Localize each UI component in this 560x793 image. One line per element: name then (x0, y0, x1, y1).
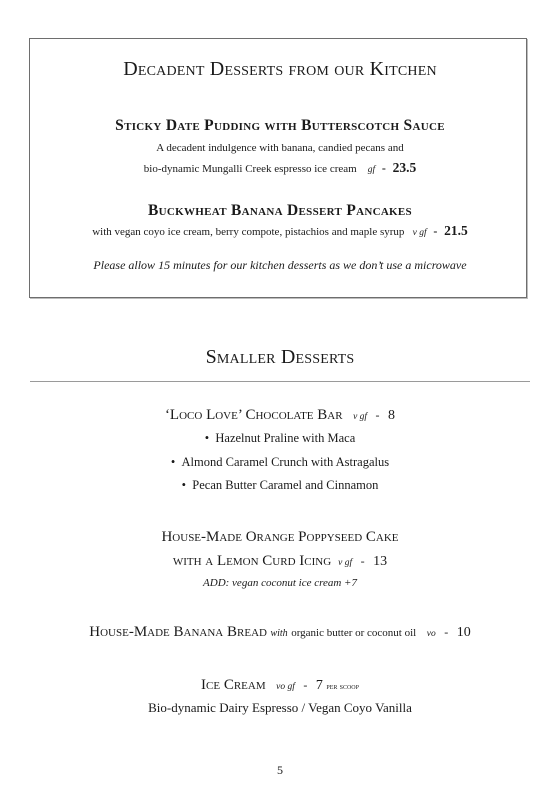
sticky-date-desc-text: bio-dynamic Mungalli Creek espresso ice cream (143, 163, 357, 175)
bread-with: with (270, 628, 288, 639)
bread-price: 10 (456, 625, 471, 640)
cake-title-1: House-Made Orange Poppyseed Cake (161, 529, 399, 545)
cake-line-2 (0, 553, 560, 570)
pancakes-dash: - (433, 224, 438, 238)
bread-title: House-Made Banana Bread (89, 624, 267, 640)
chocolate-price: 8 (388, 408, 396, 423)
section-divider (30, 381, 530, 382)
flavour-item: • Hazelnut Praline with Maca (204, 431, 356, 445)
sticky-date-price: 23.5 (392, 160, 417, 175)
icecream-tags: vo gf (276, 682, 295, 692)
icecream-title: Ice Cream (201, 677, 266, 693)
icecream-line (0, 677, 560, 694)
cake-dash: - (360, 554, 365, 568)
pancakes-tags: v gf (412, 228, 427, 238)
pancakes-desc-text: with vegan coyo ice cream, berry compote, pistachios and maple syrup (92, 226, 405, 238)
bread-line (0, 624, 560, 641)
sticky-date-desc-1: A decadent indulgence with banana, candied pecans and (156, 142, 404, 154)
pancakes-title: Buckwheat Banana Dessert Pancakes (148, 202, 412, 219)
kitchen-heading: Decadent Desserts from our Kitchen (123, 58, 437, 80)
icecream-dash: - (303, 678, 308, 692)
flavour-label: Hazelnut Praline with Maca (215, 431, 356, 445)
smaller-heading: Smaller Desserts (205, 346, 355, 368)
flavour-label: Pecan Butter Caramel and Cinnamon (192, 478, 379, 492)
icecream-price: 7 (315, 678, 323, 693)
cake-title-2: with a Lemon Curd Icing (172, 553, 332, 569)
flavour-label: Almond Caramel Crunch with Astragalus (181, 455, 390, 469)
cake-price: 13 (373, 554, 388, 569)
kitchen-note: Please allow 15 minutes for our kitchen desserts as we don’t use a microwave (93, 258, 467, 272)
cake-tags: v gf (338, 558, 353, 568)
pancakes-desc (0, 223, 560, 239)
chocolate-line (0, 407, 560, 424)
chocolate-tags: v gf (353, 412, 368, 422)
chocolate-title: ‘Loco Love’ Chocolate Bar (164, 407, 343, 423)
pancakes-price: 21.5 (444, 223, 468, 238)
icecream-options: Bio-dynamic Dairy Espresso / Vegan Coyo Vanilla (148, 700, 412, 715)
sticky-date-dash: - (381, 161, 386, 175)
page-number: 5 (277, 763, 283, 777)
bread-tags: vo (426, 629, 436, 639)
bread-desc: organic butter or coconut oil (291, 627, 417, 639)
sticky-date-title: Sticky Date Pudding with Butterscotch Sauce (115, 117, 445, 134)
bread-dash: - (444, 625, 449, 639)
flavour-item: • Almond Caramel Crunch with Astragalus (170, 455, 390, 469)
flavour-item: • Pecan Butter Caramel and Cinnamon (181, 478, 379, 492)
icecream-unit: per scoop (326, 681, 359, 691)
sticky-date-tags: gf (367, 165, 376, 175)
cake-add-on: ADD: vegan coconut ice cream +7 (203, 577, 357, 589)
chocolate-dash: - (375, 408, 380, 422)
sticky-date-desc-2 (0, 160, 560, 176)
